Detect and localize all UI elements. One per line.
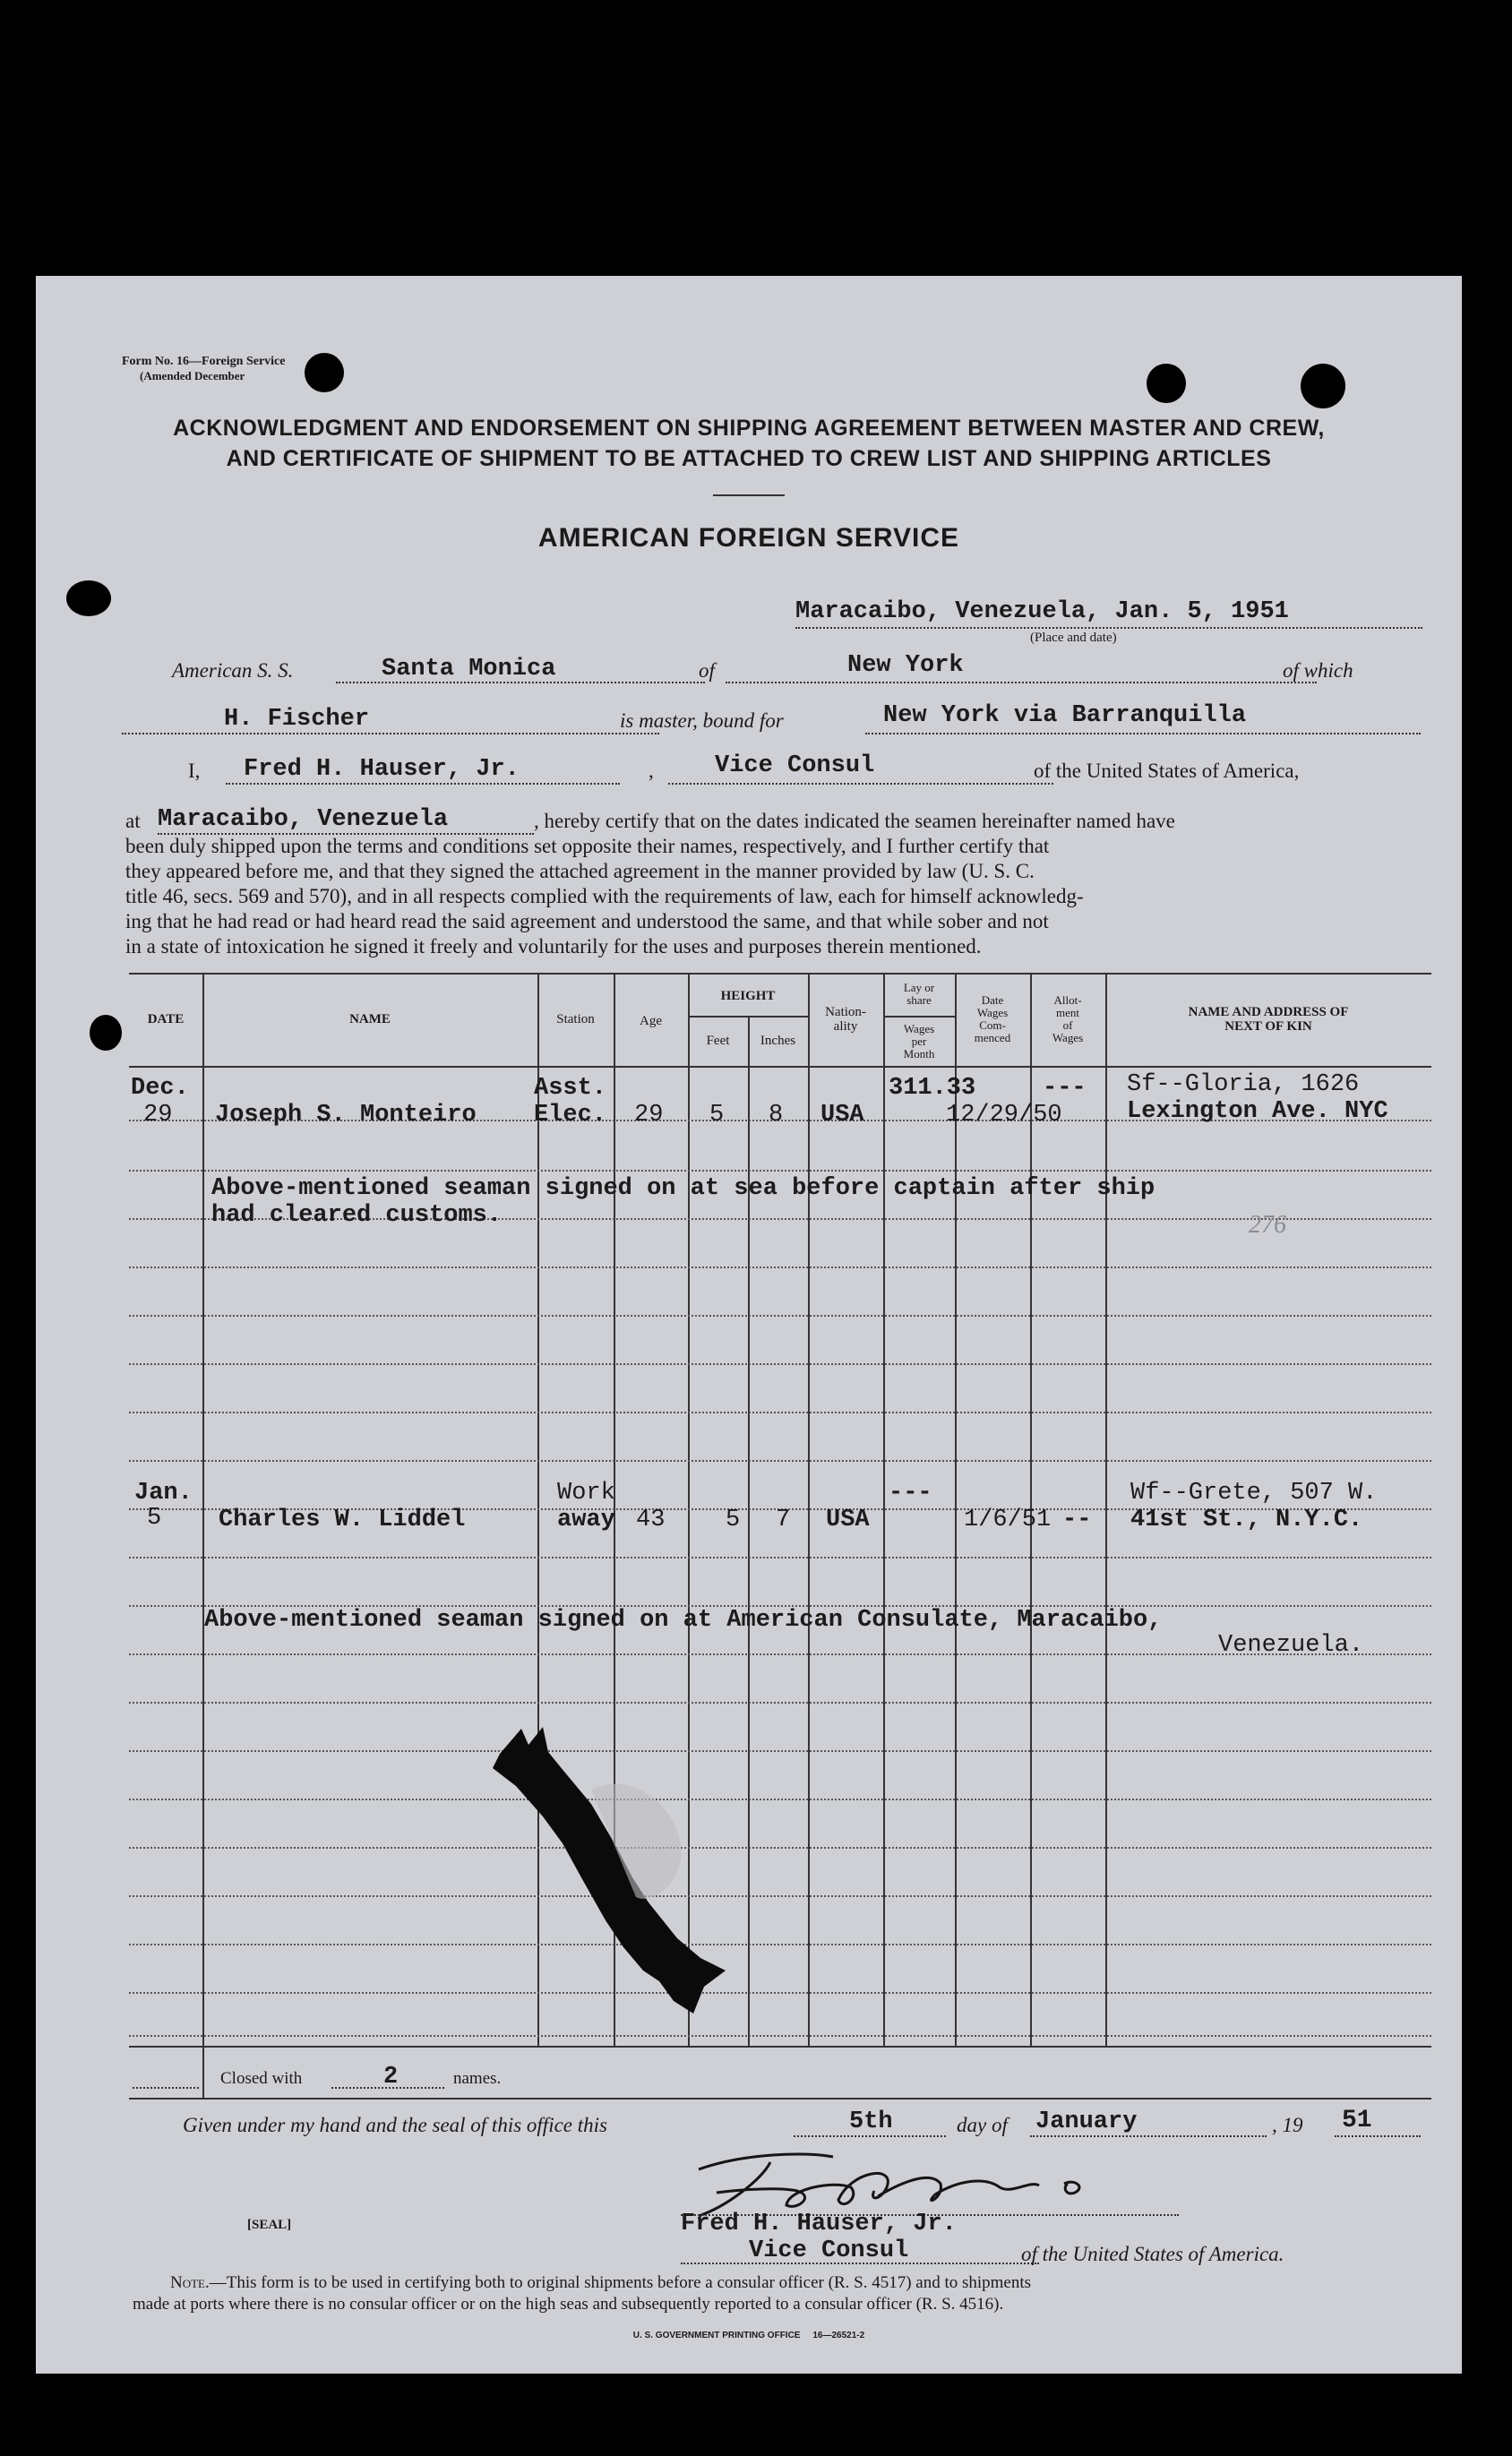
header-feet: Feet <box>706 1034 730 1048</box>
cert-line-4: title 46, secs. 569 and 570), and in all respects complied with the requirements of law, each for himself acknowledg- <box>125 885 1084 907</box>
header-date-wages-3: Com- <box>979 1018 1006 1032</box>
header-nationality <box>808 1005 883 1034</box>
ink-smear <box>457 1718 743 2031</box>
entry-kin-1: Wf--Grete, 507 W. <box>1130 1480 1378 1507</box>
closing-border <box>129 2098 1431 2100</box>
entry-date-commenced: 12/29/50 <box>946 1102 1062 1129</box>
form-page <box>36 276 1462 2374</box>
entry-remark-2: Venezuela. <box>1218 1632 1364 1659</box>
closed-with-label: Closed with <box>220 2069 303 2088</box>
port-name: New York <box>847 652 964 679</box>
cert-line-1: , hereby certify that on the dates indicated the seamen hereinafter named have <box>534 810 1175 832</box>
header-nationality-2: ality <box>833 1019 858 1034</box>
row-rule <box>129 1412 1431 1413</box>
header-allot-4: Wages <box>1052 1031 1084 1044</box>
header-date-commenced <box>955 994 1030 1044</box>
note-line-1 <box>170 2273 1031 2293</box>
officer-title: Vice Consul <box>715 752 875 779</box>
table-header-border <box>129 1066 1431 1068</box>
note-line-2: made at ports where there is no consular officer or on the high seas and subsequently reported to a consular officer (R. S. 4516). <box>133 2295 1004 2314</box>
header-allot-3: of <box>1062 1018 1073 1032</box>
entry-date-month: Dec. <box>131 1075 189 1102</box>
row-rule <box>129 1170 1431 1172</box>
entry-station-2: Elec. <box>534 1102 607 1129</box>
entry-inches: 8 <box>769 1102 784 1129</box>
destination-line <box>865 733 1421 734</box>
given-year-line <box>1335 2135 1421 2137</box>
header-allotment <box>1030 994 1105 1044</box>
table-top-border <box>129 973 1431 975</box>
closed-count: 2 <box>383 2064 399 2091</box>
row-rule <box>129 1750 1431 1752</box>
row-rule <box>129 1799 1431 1800</box>
header-date-wages-1: Date <box>981 993 1004 1007</box>
master-name: H. Fischer <box>224 706 370 733</box>
entry-nationality: USA <box>820 1102 864 1129</box>
col-divider <box>202 973 204 2098</box>
cert-line-6: in a state of intoxication he signed it freely and voluntarily for the uses and purposes therein mentioned. <box>125 935 982 957</box>
entry-allotment: --- <box>1043 1075 1087 1102</box>
header-wages-2: per <box>911 1035 927 1048</box>
punch-hole <box>1301 364 1345 408</box>
of-us-closing-label: of the United States of America. <box>1021 2243 1284 2265</box>
header-lay <box>883 982 955 1007</box>
entry-allotment: -- <box>1062 1507 1092 1533</box>
day-of-label: day of <box>957 2114 1008 2136</box>
cert-line-5: ing that he had read or had heard read the said agreement and understood the same, and that while sober and not <box>125 910 1049 932</box>
entry-date-day: 5 <box>147 1505 162 1532</box>
punch-hole <box>1147 364 1186 403</box>
at-place: Maracaibo, Venezuela <box>158 806 449 833</box>
given-month-line <box>1030 2135 1267 2137</box>
of-label: of <box>699 659 715 682</box>
header-allot-1: Allot- <box>1053 993 1082 1007</box>
row-rule <box>129 1992 1431 1994</box>
row-rule <box>129 1895 1431 1897</box>
entry-wages: --- <box>889 1480 932 1507</box>
entry-name: Joseph S. Monteiro <box>215 1102 477 1129</box>
given-year: 51 <box>1342 2107 1372 2134</box>
entry-name: Charles W. Liddel <box>219 1507 466 1533</box>
entry-remark-2: had cleared customs. <box>211 1202 503 1229</box>
header-wages-1: Wages <box>903 1022 935 1035</box>
closed-count-line <box>331 2087 444 2089</box>
officer-title-line <box>668 783 1053 785</box>
header-date: DATE <box>147 1012 185 1026</box>
header-wages <box>883 1023 955 1061</box>
officer-comma: , <box>649 760 654 782</box>
row-rule <box>129 1460 1431 1462</box>
entry-age: 29 <box>634 1102 664 1129</box>
pencil-note: 276 <box>1249 1211 1286 1239</box>
header-station: Station <box>556 1012 595 1026</box>
closing-left-line <box>133 2087 199 2089</box>
punch-hole <box>305 353 344 392</box>
header-height: HEIGHT <box>720 989 776 1003</box>
header-lay-2: share <box>906 993 932 1007</box>
entry-station-1: Work <box>557 1480 615 1507</box>
form-title-line1: ACKNOWLEDGMENT AND ENDORSEMENT ON SHIPPING AGREEMENT BETWEEN MASTER AND CREW, <box>173 416 1325 441</box>
signer-title-line <box>681 2263 1039 2264</box>
note-text-1: —This form is to be used in certifying both to original shipments before a consular officer (R. S. 4517) and to shipments <box>209 2273 1032 2292</box>
given-month: January <box>1035 2108 1138 2135</box>
header-next-of-kin <box>1105 1005 1431 1034</box>
i-label: I, <box>188 760 201 782</box>
entry-kin-1: Sf--Gloria, 1626 <box>1127 1071 1360 1098</box>
names-label: names. <box>453 2069 502 2088</box>
destination: New York via Barranquilla <box>883 702 1247 729</box>
header-age: Age <box>640 1014 662 1028</box>
given-day-line <box>794 2135 946 2137</box>
entry-feet: 5 <box>709 1102 725 1129</box>
entry-kin-2: 41st St., N.Y.C. <box>1130 1507 1363 1533</box>
row-rule <box>129 1847 1431 1849</box>
place-date-line <box>795 627 1422 629</box>
officer-line <box>226 783 620 785</box>
entry-date-day: 29 <box>143 1102 173 1129</box>
punch-hole <box>90 1015 122 1051</box>
header-kin-2: NEXT OF KIN <box>1224 1019 1312 1034</box>
port-line <box>726 682 1317 683</box>
at-label: at <box>125 810 141 832</box>
header-date-wages-4: menced <box>974 1031 1011 1044</box>
entry-kin-2: Lexington Ave. NYC <box>1127 1098 1388 1125</box>
entry-nationality: USA <box>826 1507 870 1533</box>
header-inches: Inches <box>760 1034 796 1048</box>
lay-subheader-border <box>883 1016 955 1018</box>
cert-line-2: been duly shipped upon the terms and conditions set opposite their names, respectively, and I further certify that <box>125 835 1050 857</box>
entry-feet: 5 <box>726 1507 741 1533</box>
table-bottom-border <box>129 2046 1431 2048</box>
printer-imprint: U. S. GOVERNMENT PRINTING OFFICE 16—26521-2 <box>632 2331 865 2340</box>
year-prefix: , 19 <box>1272 2114 1303 2136</box>
header-name: NAME <box>349 1012 391 1026</box>
signer-title: Vice Consul <box>749 2237 909 2264</box>
header-kin-1: NAME AND ADDRESS OF <box>1188 1005 1349 1019</box>
row-rule <box>129 1557 1431 1559</box>
cert-line-3: they appeared before me, and that they signed the attached agreement in the manner provided by law (U. S. C. <box>125 860 1035 882</box>
punch-hole <box>66 580 111 616</box>
entry-age: 43 <box>636 1507 666 1533</box>
entry-station-2: away <box>557 1507 615 1533</box>
given-day: 5th <box>849 2108 893 2135</box>
vessel-name: Santa Monica <box>382 656 556 683</box>
header-lay-1: Lay or <box>903 981 935 994</box>
place-date-value: Maracaibo, Venezuela, Jan. 5, 1951 <box>795 598 1289 625</box>
header-nationality-1: Nation- <box>825 1005 866 1019</box>
master-line <box>122 733 659 734</box>
entry-remark-1: Above-mentioned seaman signed on at American Consulate, Maracaibo, <box>204 1607 1163 1634</box>
row-rule <box>129 1702 1431 1704</box>
entry-station-1: Asst. <box>534 1075 607 1102</box>
row-rule <box>129 1267 1431 1268</box>
american-ss-label: American S. S. <box>172 659 294 682</box>
note-label: Note. <box>170 2273 210 2292</box>
row-rule <box>129 1363 1431 1365</box>
given-label: Given under my hand and the seal of this office this <box>183 2114 607 2136</box>
seal-label: [SEAL] <box>247 2218 292 2232</box>
form-number: Form No. 16—Foreign Service <box>122 355 286 368</box>
form-amended: (Amended December <box>140 369 245 382</box>
entry-inches: 7 <box>776 1507 791 1533</box>
vessel-line <box>336 682 705 683</box>
of-which-label: of which <box>1283 659 1353 682</box>
entry-wages: 311.33 <box>889 1075 976 1102</box>
place-date-label: (Place and date) <box>1030 631 1117 645</box>
is-master-label: is master, bound for <box>620 709 784 732</box>
title-divider <box>713 494 785 496</box>
of-us-label: of the United States of America, <box>1034 760 1300 782</box>
entry-date-commenced: 1/6/51 <box>964 1507 1052 1533</box>
header-wages-3: Month <box>903 1047 935 1061</box>
signer-name: Fred H. Hauser, Jr. <box>681 2211 957 2237</box>
header-allot-2: ment <box>1056 1006 1079 1019</box>
entry-remark-1: Above-mentioned seaman signed on at sea before captain after ship <box>211 1175 1155 1202</box>
row-rule <box>129 1944 1431 1945</box>
row-rule <box>129 2035 1431 2037</box>
row-rule <box>129 1315 1431 1317</box>
form-title-line2: AND CERTIFICATE OF SHIPMENT TO BE ATTACHED TO CREW LIST AND SHIPPING ARTICLES <box>226 446 1272 471</box>
service-heading: AMERICAN FOREIGN SERVICE <box>537 523 960 553</box>
entry-date-month: Jan. <box>134 1480 193 1507</box>
header-date-wages-2: Wages <box>976 1006 1009 1019</box>
officer-name: Fred H. Hauser, Jr. <box>244 756 520 783</box>
